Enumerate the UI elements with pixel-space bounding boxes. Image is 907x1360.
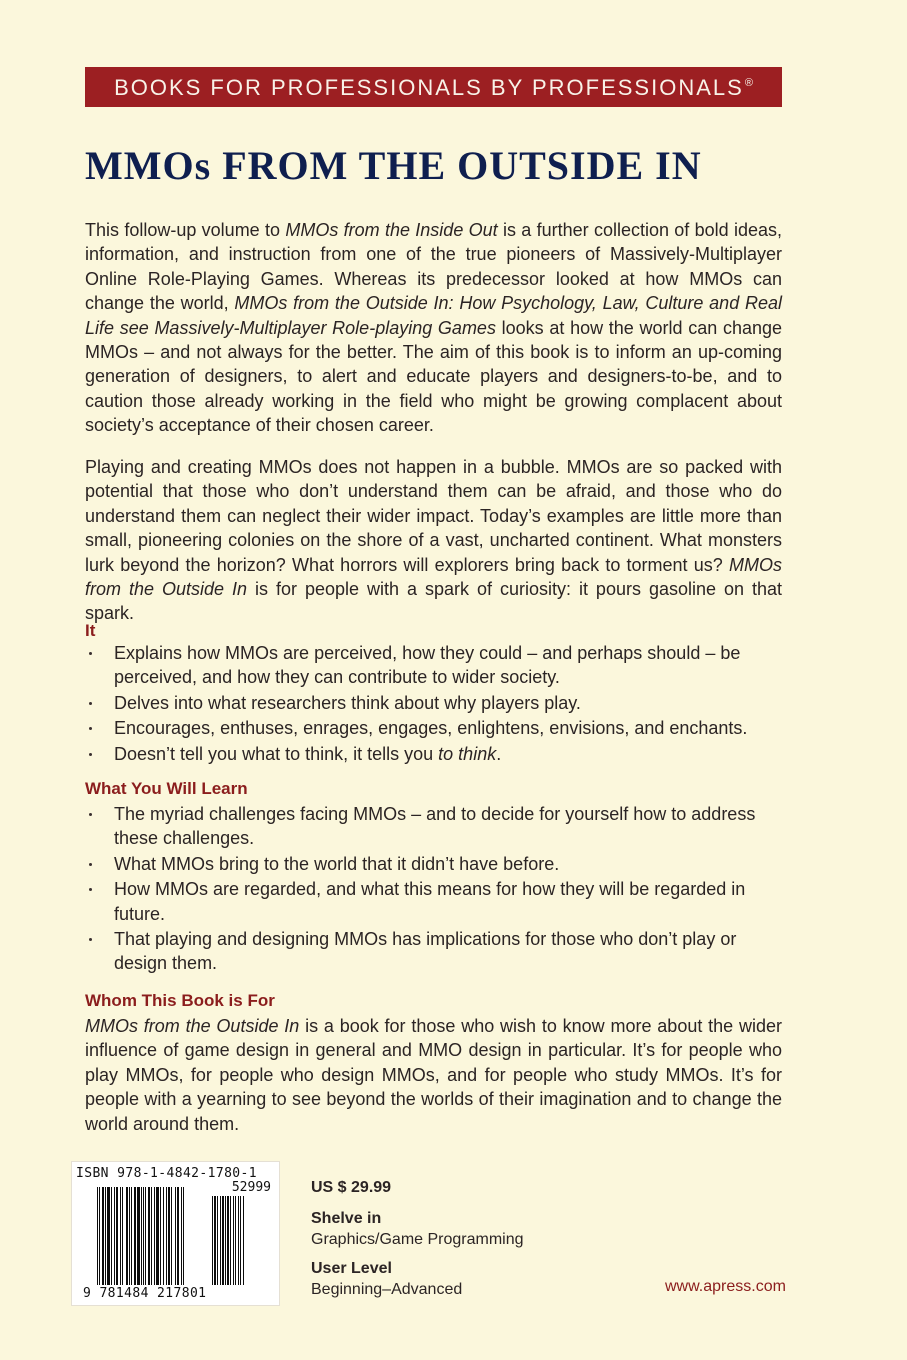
learn-heading: What You Will Learn (85, 779, 248, 798)
list-item (85, 742, 782, 766)
list-item (85, 927, 782, 976)
learn-list (85, 802, 782, 977)
list-item-text: How MMOs are regarded, and what this means for how they will be regarded in future. (114, 879, 746, 924)
description-text: is for people with a spark of curiosity: it pours gasoline on that spark. (85, 579, 782, 624)
audience-paragraph (85, 1014, 782, 1136)
audience-heading: Whom This Book is For (85, 991, 275, 1010)
list-item-text: Delves into what researchers think about why players play. (114, 692, 581, 713)
description-paragraph-2 (85, 455, 782, 626)
list-item-text: Explains how MMOs are perceived, how they could – and perhaps should – be perceived, and how they can contribute to wider society. (114, 643, 741, 688)
it-list (85, 641, 782, 767)
pricing-info (311, 1177, 524, 1300)
list-item-suffix: . (496, 743, 502, 764)
series-banner (85, 67, 782, 107)
list-item-text: What MMOs bring to the world that it didn’t have before. (114, 853, 560, 874)
series-banner-text: BOOKS FOR PROFESSIONALS BY PROFESSIONALS (114, 74, 744, 100)
list-item (85, 641, 782, 690)
description-emphasis: MMOs from the Outside In: How Psychology, Law, Culture and Real Life see Massively-Multiplayer Role-playing Games (85, 293, 782, 338)
ean-number: 9 781484 217801 (83, 1286, 207, 1301)
barcode-main-bars (97, 1187, 203, 1285)
registered-trademark: ® (744, 76, 753, 89)
publisher-url: www.apress.com (665, 1278, 786, 1295)
description-emphasis: MMOs from the Inside Out (285, 220, 498, 240)
list-item (85, 691, 782, 715)
list-item-text: That playing and designing MMOs has implications for those who don’t play or design them. (114, 929, 737, 974)
list-item-text: Encourages, enthuses, enrages, engages, enlightens, envisions, and enchants. (114, 718, 748, 739)
it-heading: It (85, 621, 96, 640)
list-item-text: The myriad challenges facing MMOs – and to decide for yourself how to address these challenges. (114, 804, 756, 849)
book-title: MMOs FROM THE OUTSIDE IN (85, 143, 702, 188)
description-emphasis: MMOs from the Outside In (85, 554, 782, 600)
isbn-text: ISBN 978-1-4842-1780-1 (76, 1166, 257, 1181)
description-text: This follow-up volume to (85, 220, 286, 240)
audience-emphasis: MMOs from the Outside In (85, 1016, 300, 1036)
barcode-bar (183, 1187, 184, 1285)
list-item (85, 877, 782, 926)
list-item (85, 716, 782, 740)
list-item-text: Doesn’t tell you what to think, it tells you (114, 743, 439, 764)
description-paragraph-1 (85, 218, 782, 438)
shelve-label: Shelve in (311, 1210, 382, 1227)
price: US $ 29.99 (311, 1179, 392, 1196)
audience-text: is a book for those who wish to know more about the wider influence of game design in general and MMO design in particular. It’s for people who play MMOs, for people who design MMOs, and for people who study MMOs. It’s for people with a yearning to see beyond the worlds of their imagination and to change the world around them. (85, 1016, 782, 1134)
barcode (71, 1161, 280, 1306)
description-text: Playing and creating MMOs does not happen in a bubble. MMOs are so packed with potential that those who don’t understand them can be afraid, and those who do understand them can neglect their wider impact. Today’s examples are little more than small, pioneering colonies on the shore of a vast, uncharted continent. What monsters lurk beyond the horizon? What horrors will explorers bring back to torment us? (85, 457, 782, 575)
barcode-price-code: 52999 (231, 1180, 271, 1195)
list-item (85, 852, 782, 876)
user-level-value: Beginning–Advanced (311, 1281, 463, 1298)
barcode-supplement-bars (212, 1196, 268, 1285)
shelve-value: Graphics/Game Programming (311, 1231, 524, 1248)
user-level-label: User Level (311, 1260, 392, 1277)
barcode-gap (244, 1196, 245, 1285)
list-item (85, 802, 782, 851)
description-text: looks at how the world can change MMOs – and not always for the better. The aim of this book is to inform an up-coming generation of designers, to alert and educate players and designers-to-be, and to caution those already working in the field who might be growing complacent about society’s acceptance of their chosen career. (85, 317, 783, 436)
description-text: is a further collection of bold ideas, information, and instruction from one of the true pioneers of Massively-Multiplayer Online Role-Playing Games. Whereas its predecessor looked at how MMOs can change the world, (85, 220, 782, 314)
list-item-emphasis: to think (438, 743, 497, 764)
